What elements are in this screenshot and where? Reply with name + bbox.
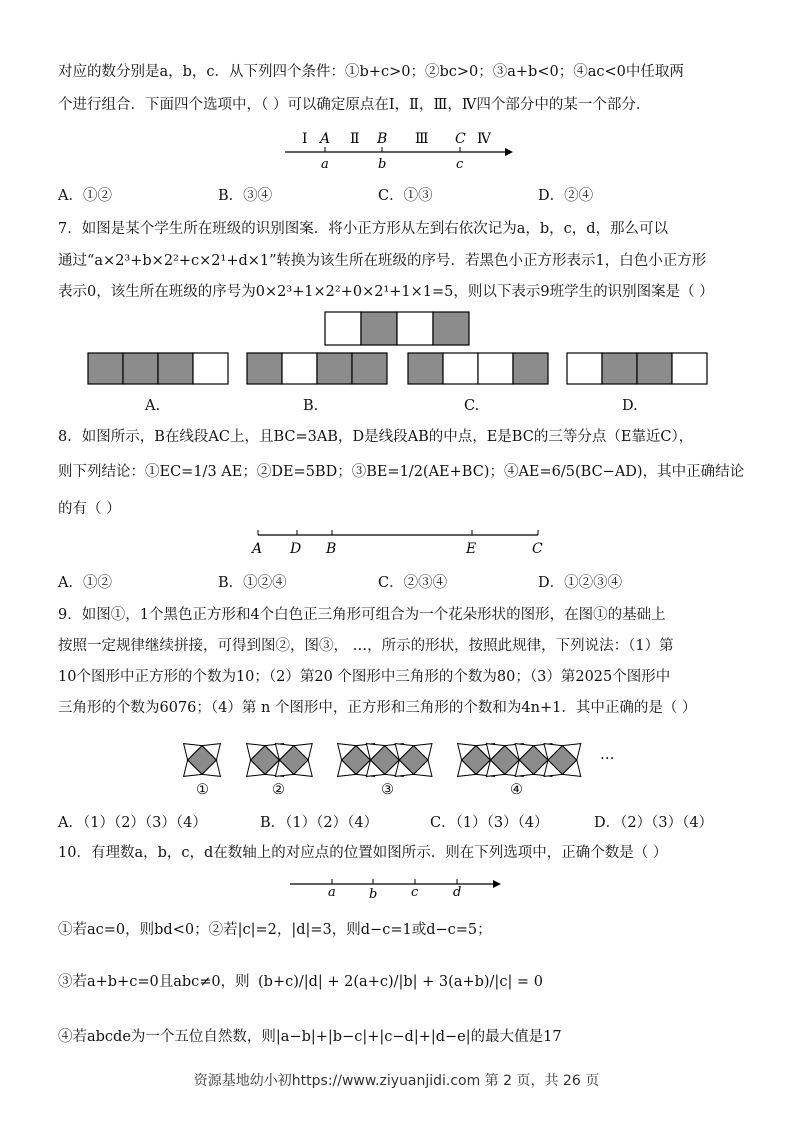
q7-label-c: C. [464,398,480,414]
white-square [478,353,513,384]
q8-option-a: A．①② [58,575,112,591]
q6-option-b: B．③④ [218,188,273,204]
q6-point-C: C [455,131,466,147]
q10-item1: ①若ac=0，则bd<0；②若|c|=2，|d|=3，则d−c=1或d−c=5； [58,922,492,938]
q8-option-b: B．①②④ [218,575,287,591]
q7-line3: 表示0，该生所在班级的序号为0×2³+1×2²+0×2¹+1×1=5，则以下表示9班学生的识别图案是（ ） [58,284,714,300]
q7-line2: 通过“a×2³+b×2²+c×2¹+d×1”转换为该生所在班级的序号．若黑色小正方形表示1，白色小正方形 [58,253,707,269]
q7-line1: 7．如图是某个学生所在班级的识别图案．将小正方形从左到右依次记为a，b，c，d，那么可以 [58,221,669,237]
black-square [433,312,469,345]
q7-choice-c-pattern [407,352,549,386]
q8-point-A: A [252,541,263,557]
q6-point-B: B [377,131,388,147]
q7-choice-d-pattern [566,352,708,386]
q7-choice-b-pattern [246,352,388,386]
flower-figure-2 [247,744,313,777]
q10-line1: 10．有理数a，b，c，d在数轴上的对应点的位置如图所示．则在下列选项中，正确个数是（ ） [58,845,668,861]
q9-option-d: D．（2）（3）（4） [594,815,714,831]
q8-point-C: C [532,541,543,557]
q6-label-b: b [378,157,387,172]
q9-flower-figures [170,722,650,807]
q6-option-c: C．①③ [378,188,433,204]
q6-label-c: c [456,157,464,172]
q6-region-1: Ⅰ [302,131,308,147]
flower-figure-4 [458,744,581,777]
q8-line3: 的有（ ） [58,501,121,517]
q9-line1: 9．如图①，1个黑色正方形和4个白色正三角形可组合为一个花朵形状的图形，在图①的基础上 [58,607,666,623]
q8-point-D: D [290,541,302,557]
black-square [317,353,352,384]
q6-label-a: a [321,157,329,172]
q9-figure-label-4: ④ [510,782,523,798]
q8-point-E: E [466,541,477,557]
q8-segment-figure [250,525,550,561]
q9-line3: 10个图形中正方形的个数为10；（2）第20 个图形中三角形的个数为80；（3）第2025个图形中 [58,669,671,685]
q8-line2: 则下列结论：①EC=1/3 AE；②DE=5BD；③BE=1/2(AE+BC)；④AE=6/5(BC−AD)，其中正确结论 [58,464,745,480]
q9-line4: 三角形的个数为6076；（4）第 n 个图形中，正方形和三角形的个数和为4n+1．其中正确的是（ ） [58,700,697,716]
flower-figure-1 [184,744,221,777]
q7-example-pattern [324,311,470,347]
white-square [567,353,602,384]
black-square [352,353,387,384]
q10-item3-prefix: ③若a+b+c=0且abc≠0，则 [58,974,250,990]
q8-option-d: D．①②③④ [538,575,623,591]
white-square [397,312,433,345]
black-square [513,353,548,384]
q6-region-3: Ⅲ [415,131,429,147]
q10-item4: ④若abcde为一个五位自然数，则|a−b|+|b−c|+|c−d|+|d−e|的最大值是17 [58,1029,562,1045]
q9-option-a: A．（1）（2）（3）（4） [58,815,207,831]
q9-line2: 按照一定规律继续拼接，可得到图②，图③， …，所示的形状，按照此规律，下列说法：（1）第 [58,638,674,654]
q9-ellipsis: … [600,747,615,763]
q6-region-2: Ⅱ [350,131,360,147]
q9-option-c: C．（1）（3）（4） [430,815,549,831]
q7-label-d: D. [622,398,638,414]
q10-item3-expression: (b+c)/|d| + 2(a+c)/|b| + 3(a+b)/|c| = 0 [258,974,543,990]
q7-label-b: B. [303,398,319,414]
q6-option-a: A．①② [58,188,112,204]
q10-point-b: b [369,887,378,902]
black-square [247,353,282,384]
q8-point-B: B [326,541,337,557]
q8-line1: 8．如图所示，B在线段AC上，且BC=3AB，D是线段AB的中点，E是BC的三等分点（E靠近C）， [58,429,694,445]
flower-figure-3 [338,744,432,777]
white-square [672,353,707,384]
white-square [193,353,228,384]
q10-number-line [288,870,508,902]
white-square [282,353,317,384]
black-square [637,353,672,384]
black-square [88,353,123,384]
q6-option-d: D．②④ [538,188,594,204]
q10-point-a: a [328,885,336,900]
q6-line1: 对应的数分别是a，b，c．从下列四个条件：①b+c>0；②bc>0；③a+b<0；④ac<0中任取两 [58,64,684,80]
black-square [602,353,637,384]
q8-option-c: C．②③④ [378,575,448,591]
q7-label-a: A. [145,398,161,414]
black-square [361,312,397,345]
black-square [123,353,158,384]
q6-line2: 个进行组合．下面四个选项中，（ ）可以确定原点在Ⅰ，Ⅱ，Ⅲ，Ⅳ四个部分中的某一个部分． [58,97,651,113]
black-square [408,353,443,384]
q10-point-d: d [453,885,462,900]
q9-figure-label-3: ③ [381,782,394,798]
q6-point-A: A [320,131,331,147]
q6-number-line [280,125,520,175]
q9-figure-label-1: ① [196,782,209,798]
white-square [325,312,361,345]
q10-point-c: c [411,885,419,900]
q6-region-4: Ⅳ [477,131,491,147]
black-square [158,353,193,384]
page-footer: 资源基地幼小初https://www.ziyuanjidi.com 第 2 页，共 26 页 [193,1073,600,1089]
q7-choice-a-pattern [87,352,229,386]
q9-figure-label-2: ② [272,782,285,798]
white-square [443,353,478,384]
q9-option-b: B．（1）（2）（4） [260,815,379,831]
